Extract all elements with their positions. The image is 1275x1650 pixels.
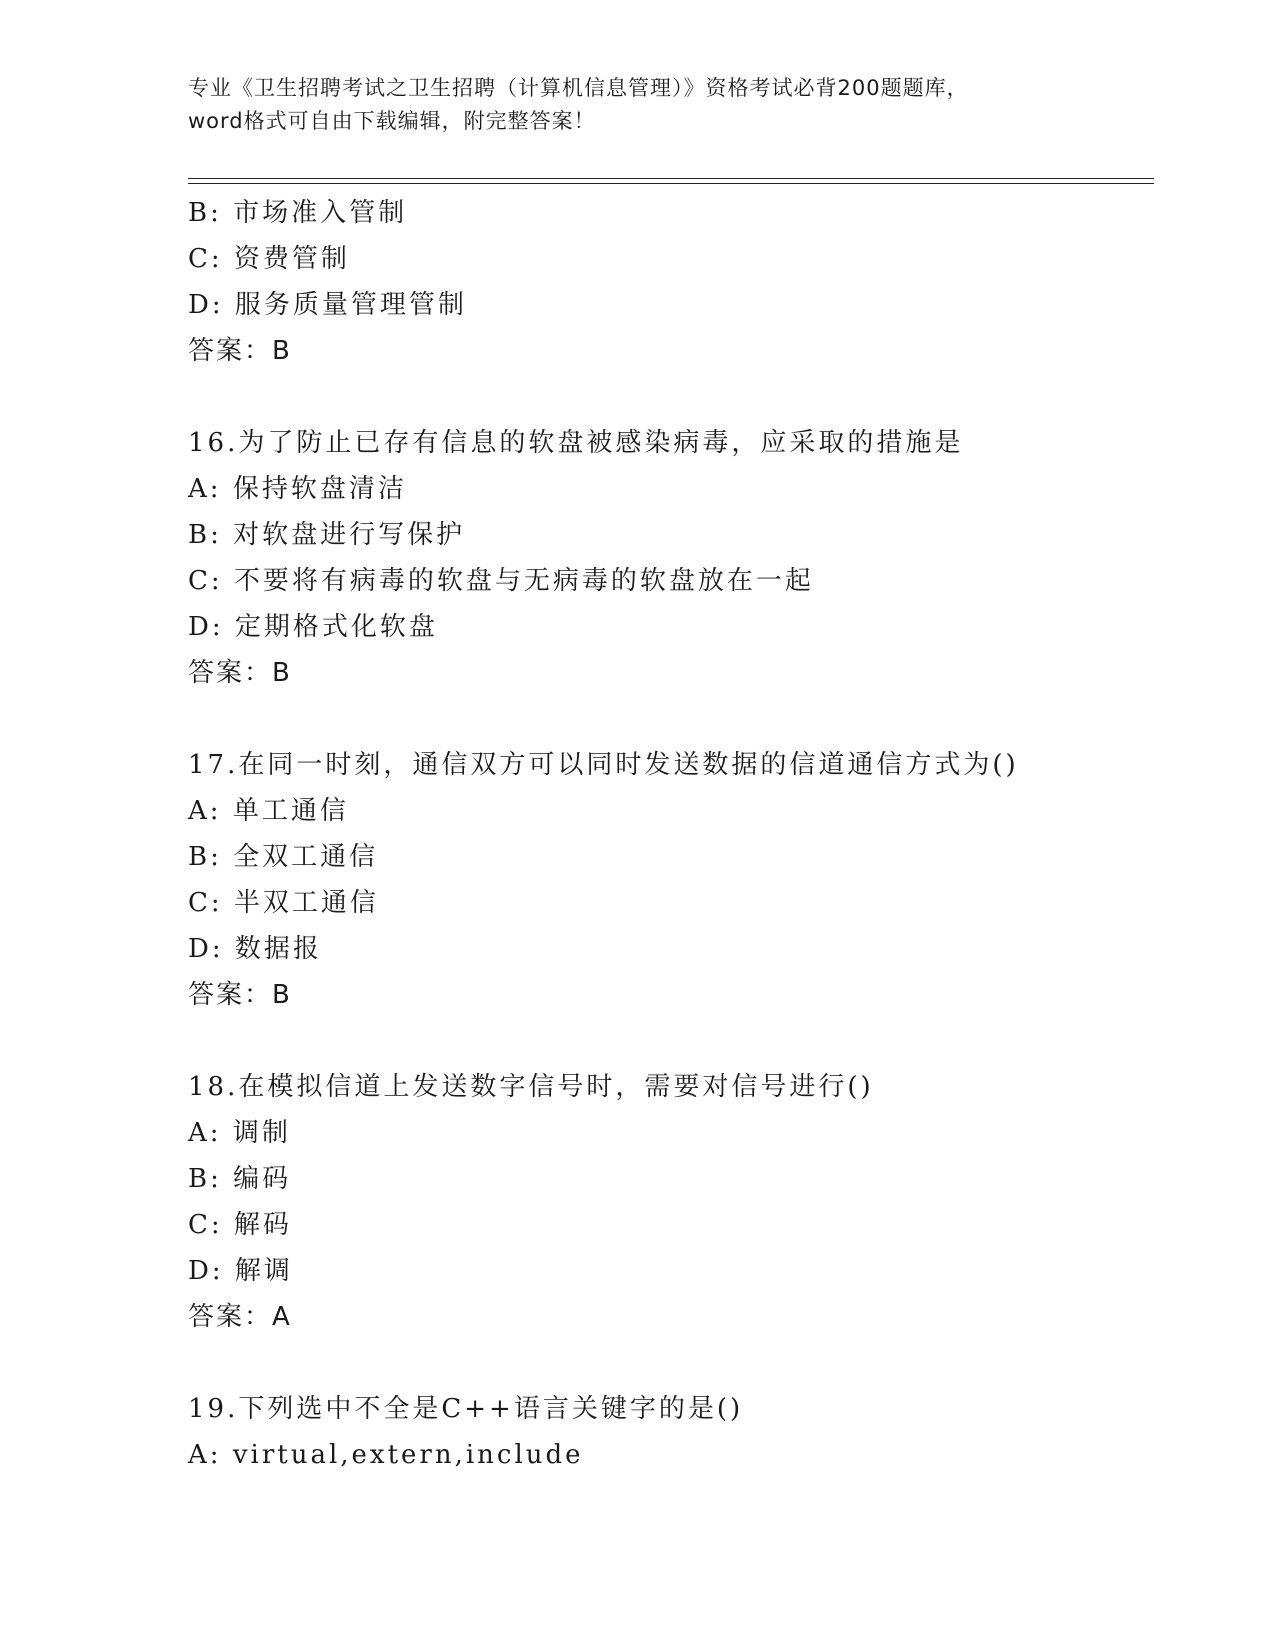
option-label: D: [188, 612, 224, 642]
spacer [188, 374, 1148, 420]
answer: 答案：A [188, 1302, 292, 1332]
question-list [188, 190, 1148, 1478]
option-a [188, 1432, 1148, 1478]
option-label: A: [188, 796, 222, 826]
question-stem: 16.为了防止已存有信息的软盘被感染病毒，应采取的措施是 [188, 428, 964, 458]
option-label: A: [188, 1440, 222, 1470]
header-rule-top [188, 178, 1154, 179]
option-d [188, 604, 1148, 650]
option-b [188, 1156, 1148, 1202]
option-a [188, 1110, 1148, 1156]
answer: 答案：B [188, 658, 292, 688]
option-a [188, 466, 1148, 512]
option-label: C: [188, 244, 223, 274]
option-text: 单工通信 [232, 796, 349, 826]
option-label: C: [188, 1210, 223, 1240]
option-c [188, 236, 1148, 282]
option-c [188, 880, 1148, 926]
header-line-1: 专业《卫生招聘考试之卫生招聘（计算机信息管理）》资格考试必背200题题库， [188, 76, 969, 100]
option-a [188, 788, 1148, 834]
question-stem: 17.在同一时刻，通信双方可以同时发送数据的信道通信方式为() [188, 750, 1019, 780]
option-c [188, 558, 1148, 604]
option-b [188, 834, 1148, 880]
header-line-2: word格式可自由下载编辑，附完整答案！ [188, 109, 596, 133]
option-label: A: [188, 1118, 222, 1148]
option-text: 调制 [232, 1118, 291, 1148]
option-text: 定期格式化软盘 [234, 612, 438, 642]
option-label: B: [188, 198, 222, 228]
answer: 答案：B [188, 980, 292, 1010]
option-text: 编码 [233, 1164, 292, 1194]
option-c [188, 1202, 1148, 1248]
option-label: B: [188, 1164, 222, 1194]
option-text: 全双工通信 [233, 842, 379, 872]
option-text: 解调 [234, 1256, 293, 1286]
option-text: 服务质量管理管制 [234, 290, 467, 320]
spacer [188, 1340, 1148, 1386]
option-text: 保持软盘清洁 [232, 474, 407, 504]
question-18 [188, 1064, 1148, 1340]
spacer [188, 696, 1148, 742]
option-label: B: [188, 520, 222, 550]
option-text: 半双工通信 [233, 888, 379, 918]
question-15-partial [188, 190, 1148, 374]
question-16 [188, 420, 1148, 696]
document-header [188, 72, 1068, 138]
option-text: 对软盘进行写保护 [233, 520, 466, 550]
option-label: A: [188, 474, 222, 504]
spacer [188, 1018, 1148, 1064]
option-label: C: [188, 566, 223, 596]
option-label: D: [188, 290, 224, 320]
option-label: B: [188, 842, 222, 872]
option-label: C: [188, 888, 223, 918]
question-stem: 19.下列选中不全是C++语言关键字的是() [188, 1394, 744, 1424]
option-text: 不要将有病毒的软盘与无病毒的软盘放在一起 [233, 566, 814, 596]
option-b [188, 512, 1148, 558]
option-label: D: [188, 934, 224, 964]
option-text: 解码 [233, 1210, 292, 1240]
question-stem: 18.在模拟信道上发送数字信号时，需要对信号进行() [188, 1072, 874, 1102]
option-d [188, 1248, 1148, 1294]
option-text: virtual,extern,include [232, 1440, 584, 1470]
question-19 [188, 1386, 1148, 1478]
option-b [188, 190, 1148, 236]
option-text: 市场准入管制 [233, 198, 408, 228]
header-rule-bottom [188, 183, 1154, 184]
option-text: 资费管制 [233, 244, 350, 274]
question-17 [188, 742, 1148, 1018]
answer: 答案：B [188, 336, 292, 366]
option-label: D: [188, 1256, 224, 1286]
option-text: 数据报 [234, 934, 322, 964]
option-d [188, 926, 1148, 972]
option-d [188, 282, 1148, 328]
